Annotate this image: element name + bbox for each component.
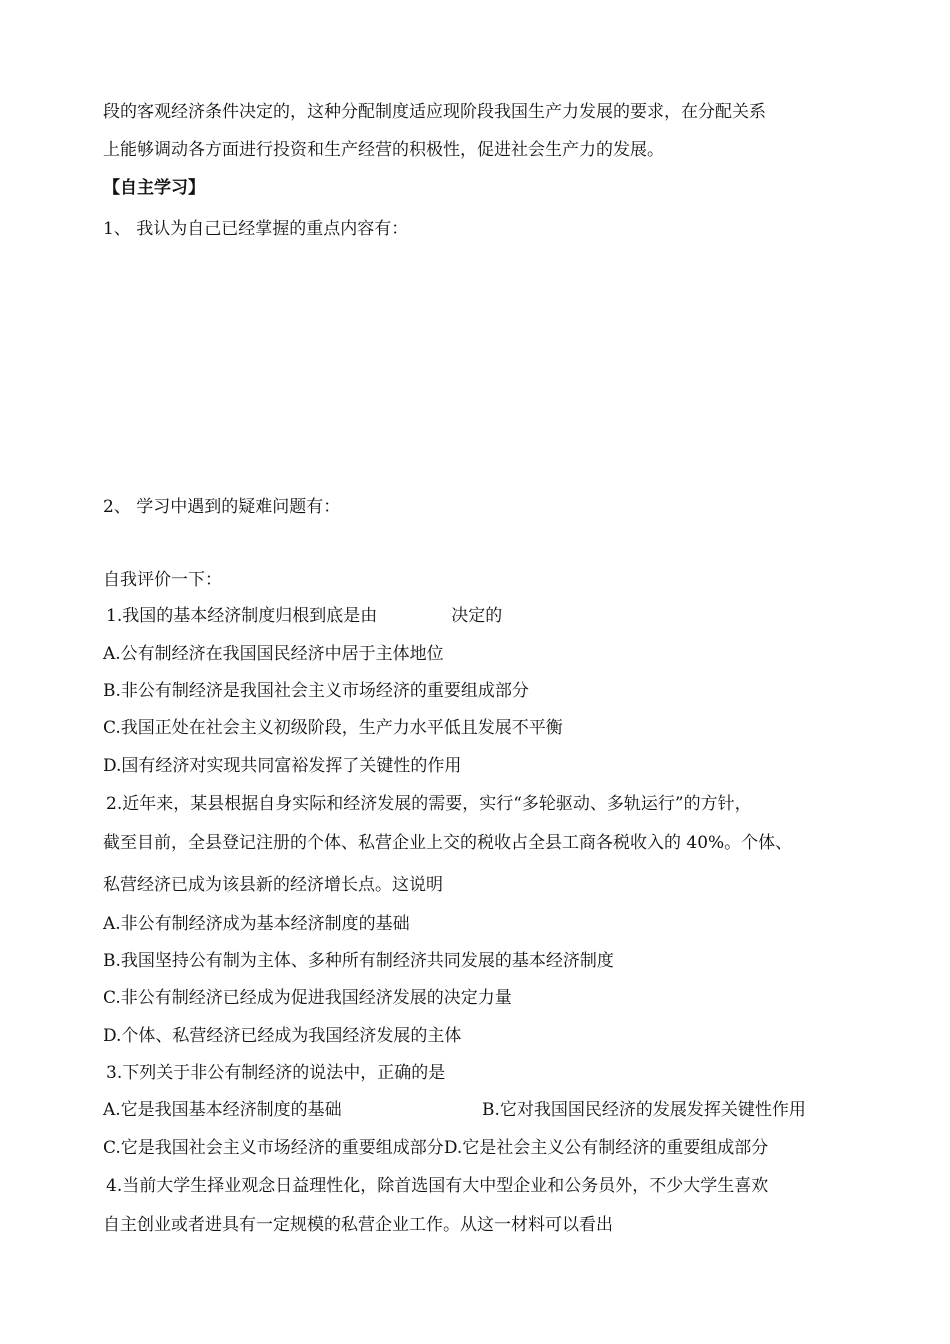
prompt-mastered: 1、 我认为自己已经掌握的重点内容有： — [103, 219, 409, 239]
question-3-option-c: C.它是我国社会主义市场经济的重要组成部分 — [103, 1138, 444, 1158]
question-1-option-a: A.公有制经济在我国国民经济中居于主体地位 — [103, 644, 444, 664]
question-4-stem-line-2: 自主创业或者进具有一定规模的私营企业工作。从这一材料可以看出 — [103, 1215, 613, 1235]
question-1-option-c: C.我国正处在社会主义初级阶段，生产力水平低且发展不平衡 — [103, 718, 563, 738]
question-2-option-a: A.非公有制经济成为基本经济制度的基础 — [103, 914, 410, 934]
question-3-option-a: A.它是我国基本经济制度的基础 — [103, 1100, 342, 1120]
question-1-stem-pre: 1.我国的基本经济制度归根到底是由 — [106, 606, 378, 626]
question-1-stem — [106, 605, 502, 627]
question-3-option-d: D.它是社会主义公有制经济的重要组成部分 — [443, 1138, 769, 1158]
question-2-option-d: D.个体、私营经济已经成为我国经济发展的主体 — [103, 1026, 462, 1046]
question-3-options-row-1 — [103, 1099, 863, 1121]
question-2-stem-line-1: 2.近年来，某县根据自身实际和经济发展的需要，实行“多轮驱动、多轨运行”的方针， — [106, 794, 752, 814]
section-title: 【自主学习】 — [103, 178, 205, 198]
self-eval-heading: 自我评价一下： — [103, 570, 222, 590]
question-3-option-b: B.它对我国国民经济的发展发挥关键性作用 — [482, 1100, 806, 1120]
intro-line-2: 上能够调动各方面进行投资和生产经营的积极性，促进社会生产力的发展。 — [103, 140, 664, 160]
question-1-stem-post: 决定的 — [451, 606, 503, 626]
question-3-options-row-2 — [103, 1137, 768, 1159]
prompt-difficulties: 2、 学习中遇到的疑难问题有： — [103, 497, 341, 517]
question-4-stem-line-1: 4.当前大学生择业观念日益理性化，除首选国有大中型企业和公务员外，不少大学生喜欢 — [106, 1176, 769, 1196]
intro-line-1: 段的客观经济条件决定的，这种分配制度适应现阶段我国生产力发展的要求，在分配关系 — [103, 102, 766, 122]
question-3-stem: 3.下列关于非公有制经济的说法中，正确的是 — [106, 1063, 446, 1083]
question-2-option-c: C.非公有制经济已经成为促进我国经济发展的决定力量 — [103, 988, 512, 1008]
question-2-stem-line-2: 截至目前，全县登记注册的个体、私营企业上交的税收占全县工商各税收入的 40%。个体、 — [103, 833, 793, 853]
question-2-option-b: B.我国坚持公有制为主体、多种所有制经济共同发展的基本经济制度 — [103, 951, 614, 971]
question-2-stem-line-3: 私营经济已成为该县新的经济增长点。这说明 — [103, 875, 443, 895]
question-1-option-b: B.非公有制经济是我国社会主义市场经济的重要组成部分 — [103, 681, 529, 701]
question-1-option-d: D.国有经济对实现共同富裕发挥了关键性的作用 — [103, 756, 462, 776]
